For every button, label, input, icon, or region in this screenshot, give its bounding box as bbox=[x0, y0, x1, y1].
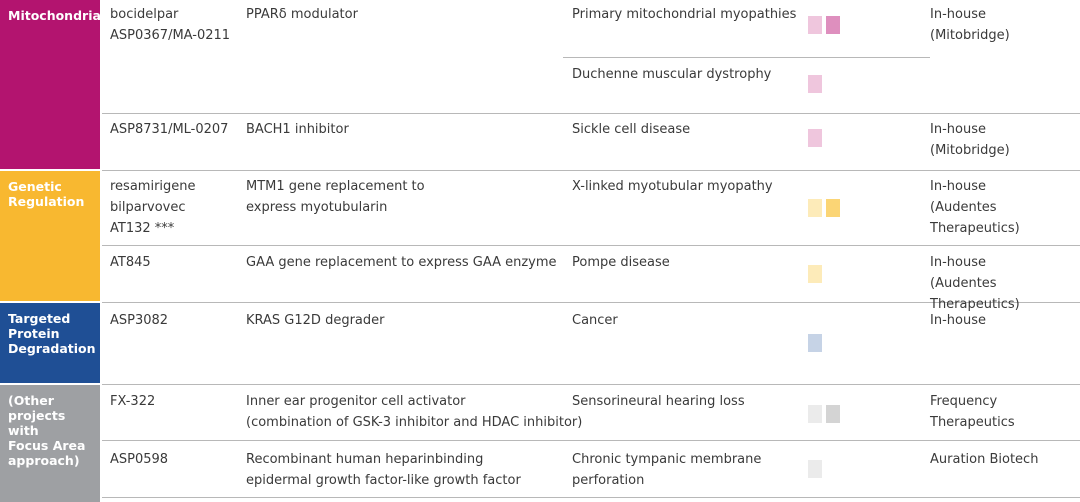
compound-code: resamirigene bilparvovec AT132 *** bbox=[110, 179, 196, 236]
stage-square bbox=[808, 199, 822, 217]
partner: In-house (Audentes Therapeutics) bbox=[930, 255, 1020, 312]
stage-square bbox=[808, 334, 822, 352]
focus-area-label: Targeted Protein Degradation bbox=[8, 311, 96, 356]
partner: In-house (Audentes Therapeutics) bbox=[930, 179, 1020, 236]
focus-area-label: (Other projects with Focus Area approach) bbox=[8, 393, 86, 468]
stage-square bbox=[808, 129, 822, 147]
partner: In-house (Mitobridge) bbox=[930, 7, 1010, 43]
compound-code: bocidelpar ASP0367/MA-0211 bbox=[110, 7, 231, 43]
mechanism: PPARδ modulator bbox=[246, 7, 358, 22]
row-divider bbox=[102, 113, 1080, 114]
focus-area-mitochondria bbox=[0, 0, 100, 169]
indication: Primary mitochondrial myopathies bbox=[572, 7, 797, 22]
compound-code: ASP8731/ML-0207 bbox=[110, 122, 229, 137]
mechanism: BACH1 inhibitor bbox=[246, 122, 349, 137]
focus-area-genetic-regulation bbox=[0, 171, 100, 301]
stage-square bbox=[808, 75, 822, 93]
focus-area-targeted-protein-degradation bbox=[0, 303, 100, 383]
partner: Auration Biotech bbox=[930, 452, 1039, 467]
row-divider bbox=[102, 245, 1080, 246]
stage-square bbox=[808, 16, 822, 34]
indication: Duchenne muscular dystrophy bbox=[572, 67, 772, 82]
stage-square bbox=[826, 199, 840, 217]
partner: Frequency Therapeutics bbox=[930, 394, 1015, 430]
compound-code: AT845 bbox=[110, 255, 151, 270]
mechanism: Inner ear progenitor cell activator (combination of GSK-3 inhibitor and HDAC inhibitor) bbox=[246, 394, 583, 430]
compound-code: ASP3082 bbox=[110, 313, 169, 328]
mechanism: MTM1 gene replacement to express myotubularin bbox=[246, 179, 425, 215]
row-divider bbox=[102, 170, 1080, 171]
stage-square bbox=[826, 405, 840, 423]
mechanism: Recombinant human heparinbinding epidermal growth factor-like growth factor bbox=[246, 452, 521, 488]
indication: Cancer bbox=[572, 313, 618, 328]
row-divider bbox=[563, 57, 930, 58]
focus-area-label: Genetic Regulation bbox=[8, 179, 85, 209]
mechanism: GAA gene replacement to express GAA enzyme bbox=[246, 255, 557, 270]
indication: Sensorineural hearing loss bbox=[572, 394, 745, 409]
row-divider bbox=[102, 497, 1080, 498]
stage-square bbox=[808, 460, 822, 478]
focus-area-other-projects bbox=[0, 385, 100, 502]
compound-code: FX-322 bbox=[110, 394, 156, 409]
indication: Chronic tympanic membrane perforation bbox=[572, 452, 762, 488]
row-divider bbox=[102, 384, 1080, 385]
focus-area-label: Mitochondria bbox=[8, 8, 101, 23]
stage-square bbox=[808, 405, 822, 423]
stage-square bbox=[808, 265, 822, 283]
indication: X-linked myotubular myopathy bbox=[572, 179, 773, 194]
indication: Pompe disease bbox=[572, 255, 670, 270]
mechanism: KRAS G12D degrader bbox=[246, 313, 385, 328]
indication: Sickle cell disease bbox=[572, 122, 691, 137]
partner: In-house (Mitobridge) bbox=[930, 122, 1010, 158]
stage-square bbox=[826, 16, 840, 34]
row-divider bbox=[102, 440, 1080, 441]
compound-code: ASP0598 bbox=[110, 452, 169, 467]
partner: In-house bbox=[930, 313, 986, 328]
